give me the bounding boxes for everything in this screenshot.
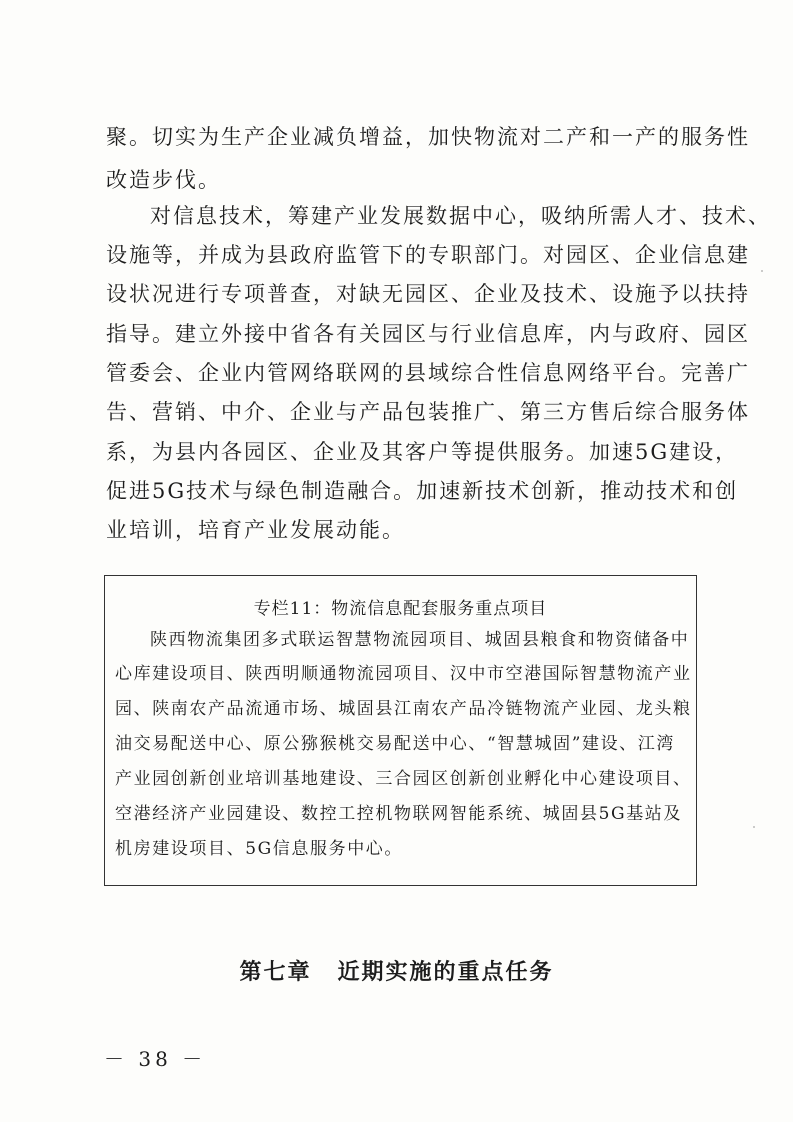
project-column-box [104, 575, 697, 886]
box-line: 产业园创新创业培训基地建设、三合园区创新创业孵化中心建设项目、 [115, 769, 692, 789]
scan-speck [753, 826, 755, 828]
page-number: － 38 － [104, 1047, 207, 1071]
paragraph-line: 改造步伐。 [106, 168, 221, 192]
paragraph-line: 业培训，培育产业发展动能。 [106, 518, 405, 542]
paragraph-line: 聚。切实为生产企业减负增益，加快物流对二产和一产的服务性 [106, 125, 750, 149]
box-line: 陕西物流集团多式联运智慧物流园项目、城固县粮食和物资储备中 [150, 630, 690, 650]
paragraph-line: 告、营销、中介、企业与产品包装推广、第三方售后综合服务体 [106, 400, 750, 424]
box-line: 油交易配送中心、原公猕猴桃交易配送中心、“智慧城固”建设、江湾 [115, 734, 675, 754]
chapter-number: 第七章 [239, 959, 312, 985]
box-title: 专栏11：物流信息配套服务重点项目 [253, 599, 548, 619]
paragraph-line: 对信息技术，筹建产业发展数据中心，吸纳所需人才、技术、 [150, 204, 771, 228]
box-line: 心库建设项目、陕西明顺通物流园项目、汉中市空港国际智慧物流产业 [115, 664, 692, 684]
scan-speck [761, 270, 763, 272]
paragraph-line: 设状况进行专项普查，对缺无园区、企业及技术、设施予以扶持 [106, 282, 750, 306]
paragraph-line: 指导。建立外接中省各有关园区与行业信息库，内与政府、园区 [106, 322, 750, 346]
paragraph-line: 设施等，并成为县政府监管下的专职部门。对园区、企业信息建 [106, 243, 750, 267]
paragraph-line: 管委会、企业内管网络联网的县域综合性信息网络平台。完善广 [106, 361, 750, 385]
chapter-title: 近期实施的重点任务 [337, 959, 554, 985]
paragraph-line: 系，为县内各园区、企业及其客户等提供服务。加速5G建设， [106, 440, 739, 464]
paragraph-line: 促进5G技术与绿色制造融合。加速新技术创新，推动技术和创 [106, 479, 739, 503]
box-line: 空港经济产业园建设、数控工控机物联网智能系统、城固县5G基站及 [115, 804, 682, 824]
chapter-heading [0, 955, 793, 986]
box-line: 园、陕南农产品流通市场、城固县江南农产品冷链物流产业园、龙头粮 [115, 699, 692, 719]
box-line: 机房建设项目、5G信息服务中心。 [115, 839, 403, 859]
